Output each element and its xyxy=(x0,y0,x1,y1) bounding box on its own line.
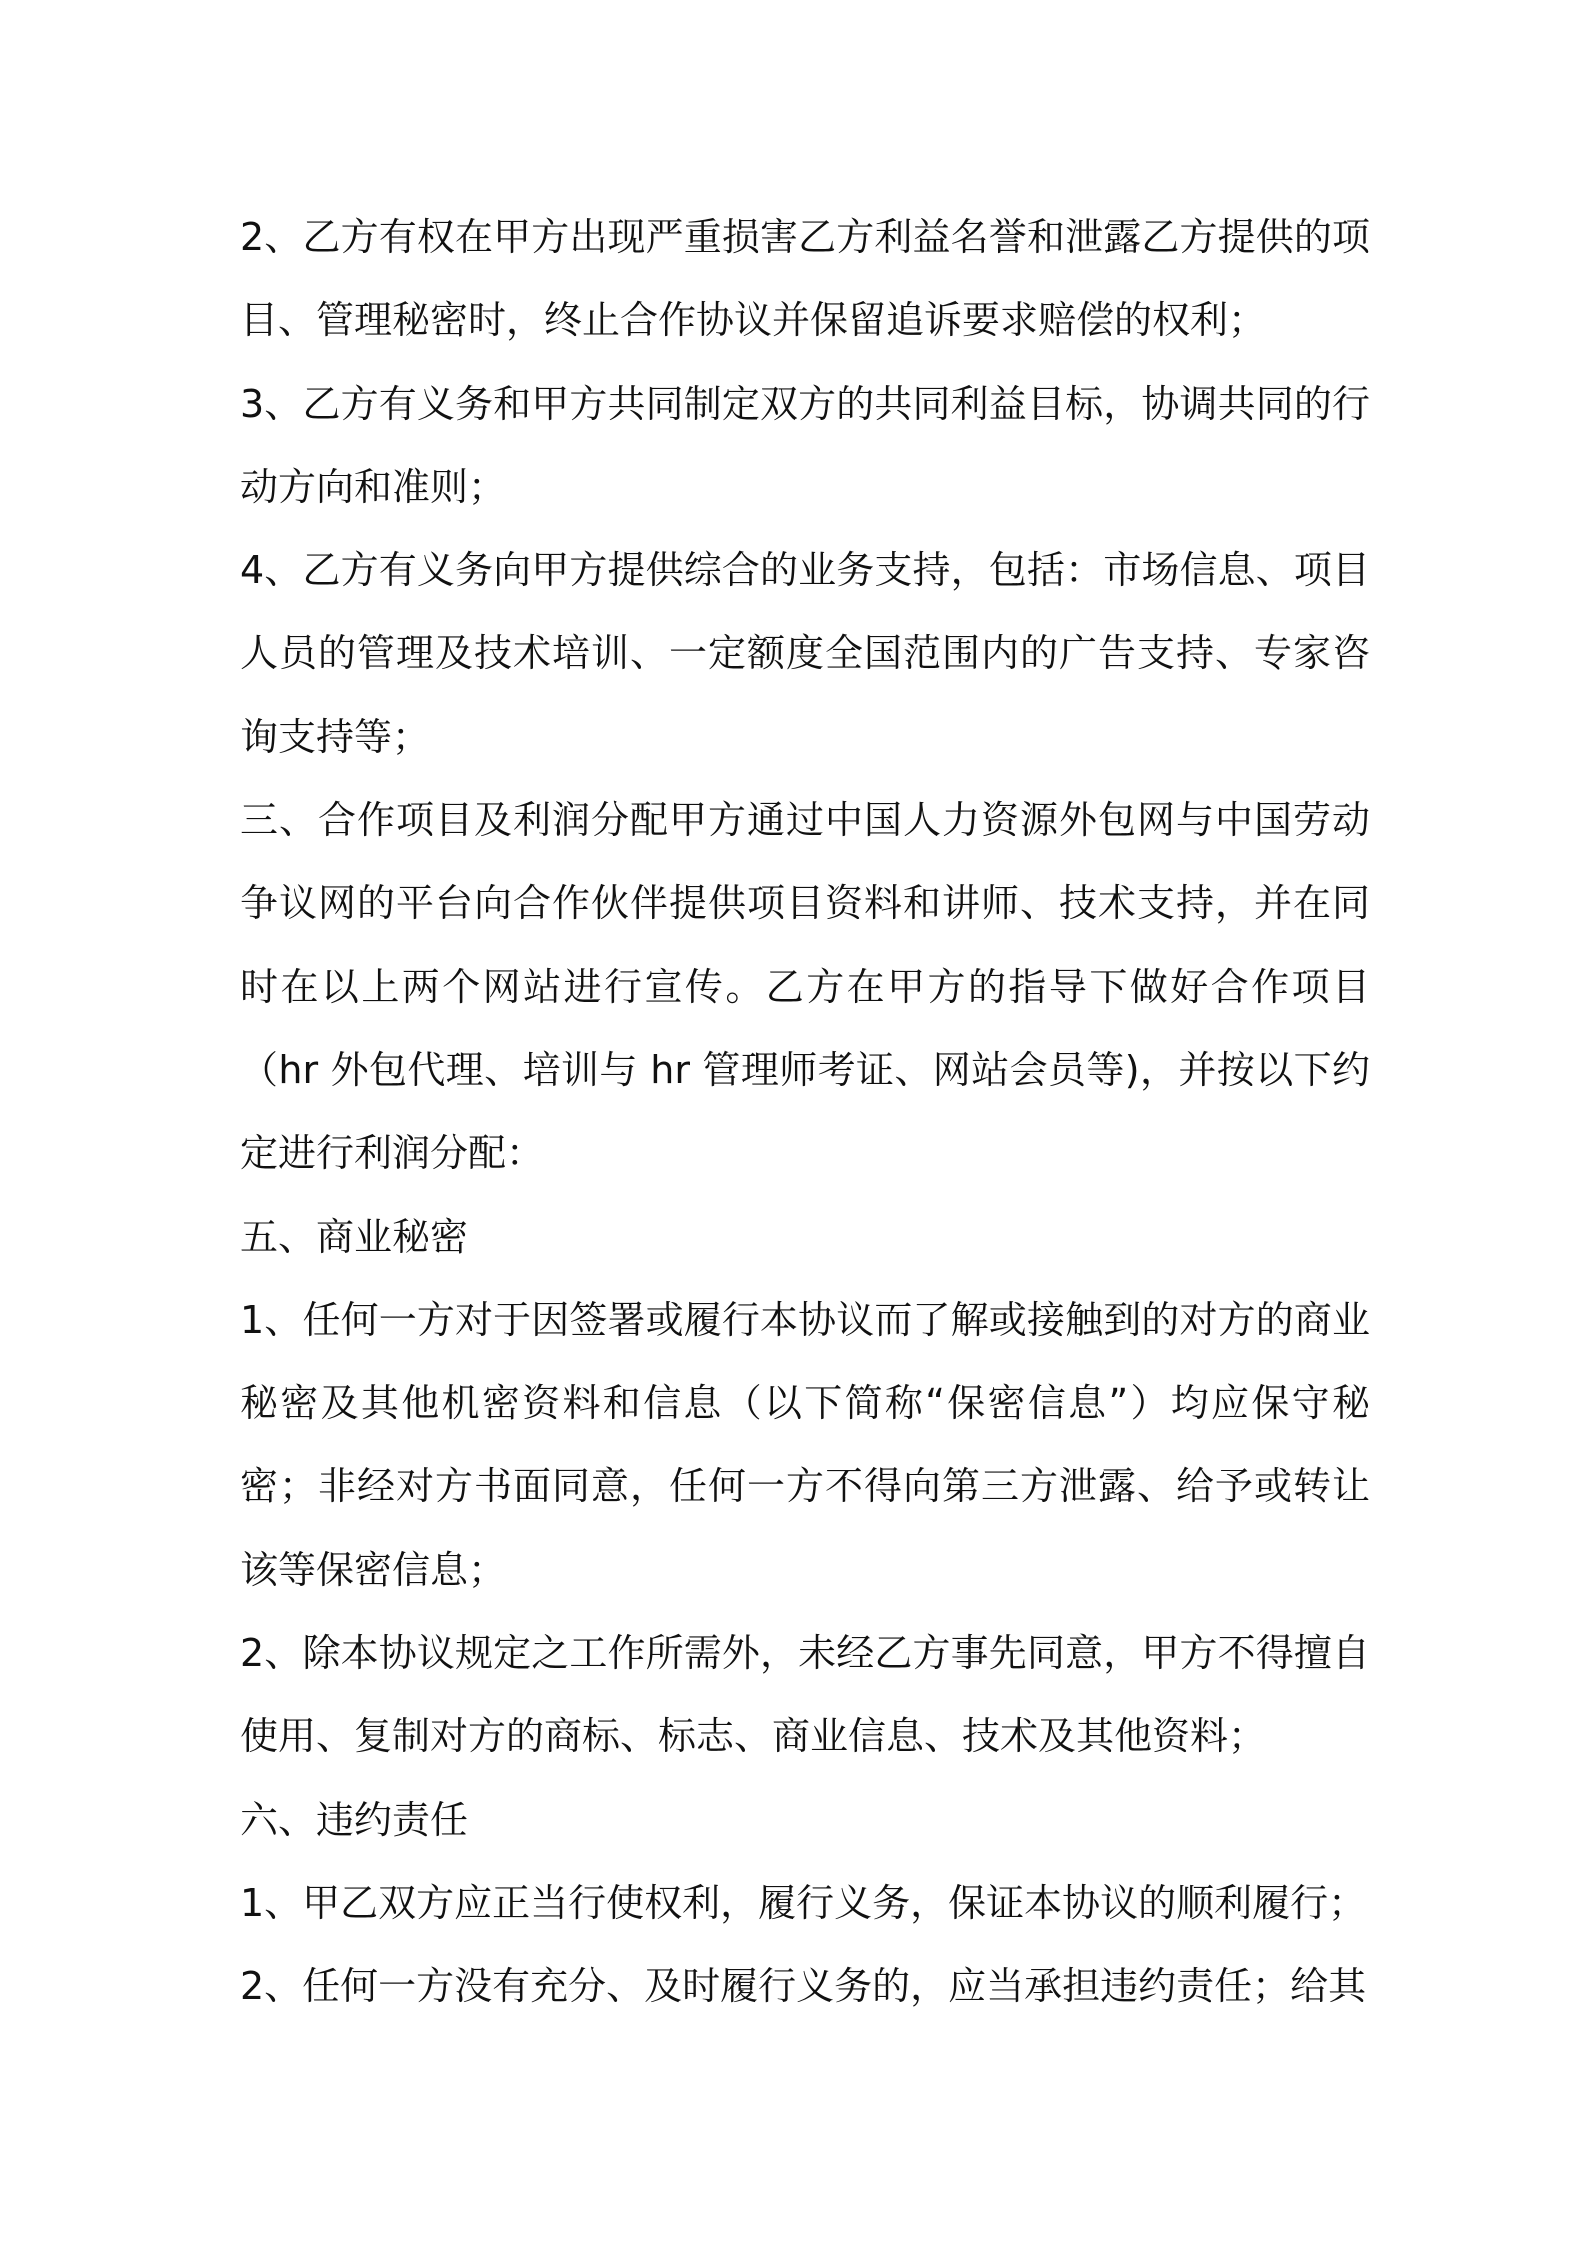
heading-trade-secrets: 五、商业秘密 xyxy=(240,1214,469,1259)
paragraph-common-goals: 3、乙方有义务和甲方共同制定双方的共同利益目标，协调共同的行动方向和准则； xyxy=(240,381,1370,509)
paragraph-business-support: 4、乙方有义务向甲方提供综合的业务支持，包括：市场信息、项目人员的管理及技术培训、一定额度全国范围内的广告支持、专家咨询支持等； xyxy=(240,548,1370,759)
paragraph-rights-termination: 2、乙方有权在甲方出现严重损害乙方利益名誉和泄露乙方提供的项目、管理秘密时，终止合作协议并保留追诉要求赔偿的权利； xyxy=(240,215,1370,343)
paragraph-confidentiality: 1、任何一方对于因签署或履行本协议而了解或接触到的对方的商业秘密及其他机密资料和信息（以下简称“保密信息”）均应保守秘密；非经对方书面同意，任何一方不得向第三方泄露、给予或转让该等保密信息； xyxy=(240,1297,1370,1592)
paragraph-proper-exercise: 1、甲乙双方应正当行使权利，履行义务，保证本协议的顺利履行； xyxy=(240,1880,1367,1925)
heading-breach-liability: 六、违约责任 xyxy=(240,1797,469,1842)
paragraph-cooperation-profit: 三、合作项目及利润分配甲方通过中国人力资源外包网与中国劳动争议网的平台向合作伙伴提供项目资料和讲师、技术支持，并在同时在以上两个网站进行宣传。乙方在甲方的指导下做好合作项目（hr 外包代理、培训与 hr 管理师考证、网站会员等)，并按以下约定进行利润分配： xyxy=(240,798,1370,1176)
paragraph-trademark-use: 2、除本协议规定之工作所需外，未经乙方事先同意，甲方不得擅自使用、复制对方的商标、标志、商业信息、技术及其他资料； xyxy=(240,1631,1370,1759)
paragraph-breach-consequence: 2、任何一方没有充分、及时履行义务的，应当承担违约责任；给其 xyxy=(240,1964,1367,2009)
document-body xyxy=(240,196,1370,2029)
